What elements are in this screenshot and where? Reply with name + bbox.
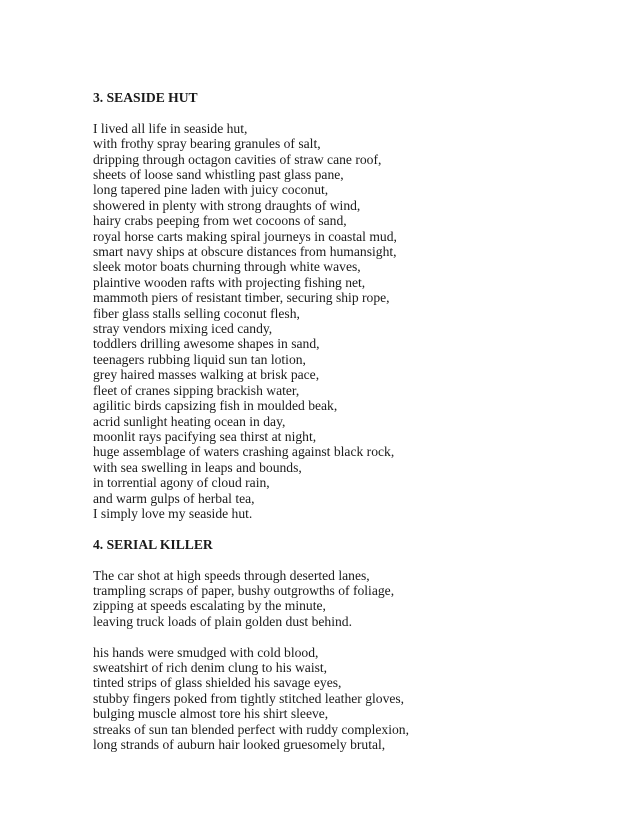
poem-line: moonlit rays pacifying sea thirst at night,: [93, 428, 317, 444]
poem-line: long tapered pine laden with juicy coconut,: [93, 182, 329, 198]
document-page: [93, 90, 613, 752]
poem-line: teenagers rubbing liquid sun tan lotion,: [93, 351, 306, 367]
poem-stanza: [93, 645, 613, 753]
poem-line: fiber glass stalls selling coconut flesh,: [93, 305, 300, 321]
poem-line: with frothy spray bearing granules of salt,: [93, 136, 321, 152]
poem-line: showered in plenty with strong draughts of wind,: [93, 197, 361, 213]
poem-line: toddlers drilling awesome shapes in sand,: [93, 336, 320, 352]
poem-line: grey haired masses walking at brisk pace,: [93, 367, 320, 383]
poem-line: leaving truck loads of plain golden dust behind.: [93, 613, 352, 629]
poem-line: agilitic birds capsizing fish in moulded beak,: [93, 398, 338, 414]
poem-line: his hands were smudged with cold blood,: [93, 644, 319, 660]
heading-spacer: [93, 105, 613, 120]
poem-line: dripping through octagon cavities of straw cane roof,: [93, 151, 382, 167]
poem-line: with sea swelling in leaps and bounds,: [93, 459, 302, 475]
poem-line: acrid sunlight heating ocean in day,: [93, 413, 286, 429]
poem-line: long strands of auburn hair looked gruesomely brutal,: [93, 737, 386, 752]
poem-line: smart navy ships at obscure distances from humansight,: [93, 244, 397, 260]
poem-line: in torrential agony of cloud rain,: [93, 475, 270, 491]
poem-section: [93, 537, 613, 753]
poem-line: sheets of loose sand whistling past glass pane,: [93, 167, 344, 183]
poem-line: fleet of cranes sipping brackish water,: [93, 382, 300, 398]
poem-line: streaks of sun tan blended perfect with ruddy complexion,: [93, 721, 409, 737]
poem-line: tinted strips of glass shielded his savage eyes,: [93, 675, 342, 691]
poem-line: and warm gulps of herbal tea,: [93, 490, 255, 506]
poem-line: trampling scraps of paper, bushy outgrowths of foliage,: [93, 582, 395, 598]
poem-line: huge assemblage of waters crashing against black rock,: [93, 444, 395, 460]
poem-stanza: [93, 121, 613, 522]
stanza-spacer: [93, 629, 613, 644]
poem-line: I simply love my seaside hut.: [93, 505, 253, 521]
poem-line: sleek motor boats churning through white waves,: [93, 259, 361, 275]
poem-line: stray vendors mixing iced candy,: [93, 321, 273, 337]
poem-line: royal horse carts making spiral journeys in coastal mud,: [93, 228, 397, 244]
section-spacer: [93, 521, 613, 536]
poem-line: zipping at speeds escalating by the minute,: [93, 598, 326, 614]
poem-line: plaintive wooden rafts with projecting fishing net,: [93, 274, 366, 290]
poem-line: mammoth piers of resistant timber, securing ship rope,: [93, 290, 390, 306]
poem-line: sweatshirt of rich denim clung to his waist,: [93, 659, 328, 675]
poem-line: The car shot at high speeds through deserted lanes,: [93, 567, 370, 583]
poem-line: stubby fingers poked from tightly stitched leather gloves,: [93, 690, 405, 706]
heading-spacer: [93, 552, 613, 567]
poem-title: 4. SERIAL KILLER: [93, 536, 213, 552]
poem-line: bulging muscle almost tore his shirt sleeve,: [93, 706, 329, 722]
poem-stanza: [93, 568, 613, 630]
poem-section: [93, 90, 613, 521]
poem-title: 3. SEASIDE HUT: [93, 90, 198, 105]
poem-line: hairy crabs peeping from wet cocoons of sand,: [93, 213, 347, 229]
poem-line: I lived all life in seaside hut,: [93, 120, 248, 136]
